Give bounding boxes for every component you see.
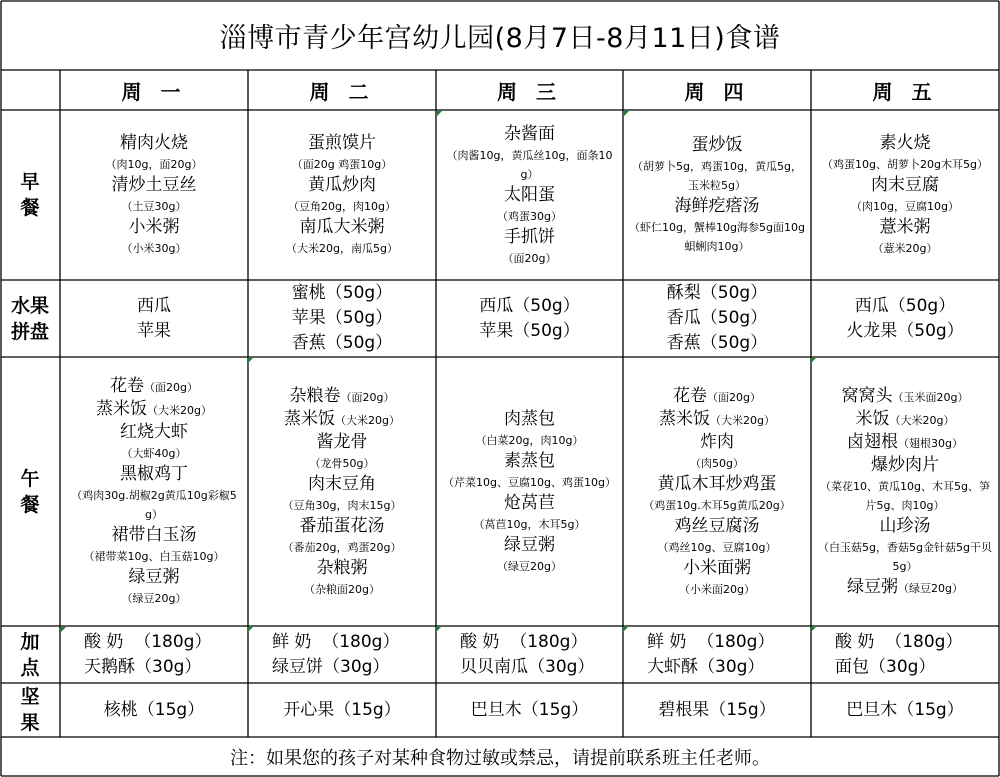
fruit-item: 酥梨（50g） <box>666 283 768 303</box>
fruit-item: 蜜桃（50g） <box>291 283 393 303</box>
nuts-cell <box>248 683 436 737</box>
nuts-cell <box>623 683 811 737</box>
day-header: 周 五 <box>872 79 938 104</box>
nuts-cell <box>436 683 623 737</box>
nuts-item: 巴旦木（15g） <box>470 699 589 720</box>
dish-name: 花卷 <box>110 376 144 396</box>
footer-note: 注：如果您的孩子对某种食物过敏或禁忌，请提前联系班主任老师。 <box>230 748 770 769</box>
fruit-item: 香蕉（50g） <box>291 333 393 353</box>
page-title: 淄博市青少年宫幼儿园(8月7日-8月11日)食谱 <box>219 22 781 54</box>
dish-portion: （鸡蛋10g、胡萝卜20g木耳5g） <box>822 158 988 171</box>
dish-portion: （薏米20g） <box>872 242 938 255</box>
dish-name: 南瓜大米粥 <box>299 217 385 237</box>
fruit-cell <box>60 280 248 357</box>
dish-name: 窝窝头 <box>841 385 893 406</box>
snack-item: 鲜 奶 （180g） <box>647 631 775 652</box>
dish-name: 红烧大虾 <box>120 422 188 442</box>
dish-portion: （面20g） <box>144 381 198 394</box>
row-label-nuts <box>0 683 60 737</box>
dish-portion: （肉50g） <box>690 456 744 470</box>
dish-line <box>847 431 963 454</box>
fruit-item: 香瓜（50g） <box>666 308 768 328</box>
snack-item: 酸 奶 （180g） <box>460 631 588 652</box>
dish-portion: （龙骨50g） <box>309 456 375 470</box>
row-label-text: 午 <box>20 467 40 490</box>
row-label-text: 水果 <box>10 294 49 317</box>
dish-line <box>842 385 969 408</box>
dish-line <box>673 385 761 408</box>
dish-portion: （豆角20g，肉10g） <box>288 200 396 213</box>
snack-item: 酸 奶 （180g） <box>835 631 963 652</box>
breakfast-cell <box>811 110 999 280</box>
dish-portion: （大米20g） <box>147 404 212 417</box>
dish-portion: （虾仁10g，蟹棒10g海参5g面10g蛽蜊肉10g） <box>629 221 805 253</box>
snack-cell <box>248 626 436 683</box>
row-label-text: 餐 <box>20 493 40 516</box>
dish-portion: （面20g） <box>707 390 761 404</box>
dish-portion: （肉10g，豆腐10g） <box>851 200 959 213</box>
lunch-cell <box>248 357 436 626</box>
row-label-text: 餐 <box>20 197 40 219</box>
fruit-cell <box>811 280 999 357</box>
snack-cell <box>60 626 248 683</box>
breakfast-cell <box>248 110 436 280</box>
dish-portion: （杂粮面20g） <box>304 582 380 596</box>
dish-line <box>96 398 212 421</box>
row-label-text: 果 <box>20 712 40 734</box>
row-label-snack <box>0 626 60 683</box>
day-header-cell <box>436 70 623 110</box>
snack-item: 天鹅酥（30g） <box>84 656 202 677</box>
dish-name: 绿豆粥 <box>504 534 555 555</box>
dish-portion: （大米20g） <box>889 413 955 427</box>
row-label-text: 点 <box>20 656 40 679</box>
snack-item: 酸 奶 （180g） <box>84 631 212 652</box>
fruit-item: 香蕉（50g） <box>666 333 768 353</box>
dish-line <box>284 408 400 431</box>
dish-name: 裙带白玉汤 <box>111 525 197 545</box>
dish-portion: （肉10g，面20g） <box>105 158 203 171</box>
fruit-item: 西瓜（50g） <box>854 295 956 316</box>
dish-name: 杂酱面 <box>504 123 555 144</box>
dish-portion: （面20g 鸡蛋10g） <box>291 158 393 171</box>
dish-portion: （大虾40g） <box>121 447 187 460</box>
day-header: 周 四 <box>684 79 750 104</box>
dish-name: 黄瓜木耳炒鸡蛋 <box>657 473 777 494</box>
dish-name: 绿豆粥 <box>847 576 898 597</box>
dish-name: 蛋炒饭 <box>691 135 743 155</box>
lunch-cell <box>60 357 248 626</box>
dish-name: 黄瓜炒肉 <box>308 175 376 195</box>
nuts-item: 碧根果（15g） <box>658 699 776 720</box>
dish-portion: （绿豆20g） <box>121 592 187 605</box>
row-label <box>20 169 39 221</box>
row-label-text: 早 <box>20 171 40 193</box>
dish-portion: （莴苣10g，木耳5g） <box>473 517 586 531</box>
dish-portion: （大米20g） <box>335 413 400 427</box>
dish-line <box>659 408 775 431</box>
snack-item: 绿豆饼（30g） <box>272 656 390 677</box>
dish-name: 素火烧 <box>879 133 931 153</box>
row-label-text: 拼盘 <box>10 320 49 343</box>
snack-cell <box>623 626 811 683</box>
dish-name: 海鲜疙瘩汤 <box>674 196 760 216</box>
day-header: 周 一 <box>121 79 187 104</box>
snack-item: 鲜 奶 （180g） <box>272 631 400 652</box>
dish-name: 酱龙骨 <box>316 431 368 452</box>
fruit-cell <box>248 280 436 357</box>
fruit-item: 西瓜（50g） <box>479 295 580 316</box>
dish-portion: （肉酱10g，黄瓜丝10g，面条10g） <box>446 148 613 181</box>
fruit-cell <box>623 280 811 357</box>
dish-name: 番茄蛋花汤 <box>299 515 385 536</box>
dish-portion: （玉米面20g） <box>892 390 969 404</box>
day-header-cell <box>60 70 248 110</box>
dish-portion: （绿豆20g） <box>497 559 562 573</box>
dish-name: 素蒸包 <box>504 450 555 471</box>
dish-portion: （大米20g，南瓜5g） <box>286 242 398 255</box>
dish-name: 精肉火烧 <box>120 133 188 153</box>
dish-portion: （胡萝卜5g，鸡蛋10g，黄瓜5g，玉米粒5g） <box>632 160 802 192</box>
row-label <box>11 293 49 345</box>
snack-item: 大虾酥（30g） <box>647 656 765 677</box>
dish-name: 黑椒鸡丁 <box>120 464 188 484</box>
dish-name: 蛋煎馍片 <box>308 133 376 153</box>
dish-name: 炝莴苣 <box>504 492 555 513</box>
dish-name: 太阳蛋 <box>504 184 555 205</box>
dish-name: 炸肉 <box>700 431 734 452</box>
dish-name: 蒸米饭 <box>284 408 335 429</box>
dish-name: 小米粥 <box>128 217 180 237</box>
fruit-item: 苹果（50g） <box>479 320 580 341</box>
dish-portion: （面20g） <box>502 251 557 265</box>
dish-portion: （豆角30g，肉末15g） <box>282 498 402 512</box>
snack-item: 面包（30g） <box>835 656 936 677</box>
fruit-item: 苹果（50g） <box>291 308 393 328</box>
row-label-text: 坚 <box>20 686 40 708</box>
nuts-item: 巴旦木（15g） <box>846 699 964 720</box>
dish-portion: （鸡丝10g、豆腐10g） <box>657 540 777 554</box>
nuts-item: 核桃（15g） <box>103 699 205 720</box>
dish-name: 绿豆粥 <box>128 567 180 587</box>
lunch-cell <box>811 357 999 626</box>
row-label-text: 加 <box>20 630 40 653</box>
dish-name: 薏米粥 <box>879 217 931 237</box>
fruit-item: 火龙果（50g） <box>846 320 964 341</box>
day-header: 周 二 <box>309 79 375 104</box>
day-header-cell <box>248 70 436 110</box>
dish-name: 杂粮粥 <box>316 557 368 578</box>
dish-name: 肉末豆角 <box>308 473 376 494</box>
dish-name: 清炒土豆丝 <box>111 175 197 195</box>
dish-name: 卤翅根 <box>847 431 898 452</box>
corner-cell <box>0 70 60 110</box>
dish-portion: （白玉菇5g，香菇5g金针菇5g干贝5g） <box>818 540 992 573</box>
breakfast-cell <box>436 110 623 280</box>
fruit-item: 西瓜 <box>137 295 171 316</box>
dish-portion: （鸡蛋30g） <box>497 209 562 223</box>
day-header-cell <box>623 70 811 110</box>
dish-portion: （翅根30g） <box>898 436 963 450</box>
dish-name: 蒸米饭 <box>659 408 710 429</box>
row-label-lunch <box>0 357 60 626</box>
lunch-cell <box>436 357 623 626</box>
dish-portion: （鸡肉30g.胡椒2g黄瓜10g彩椒5g） <box>71 489 237 521</box>
dish-line <box>847 576 963 599</box>
row-label-breakfast <box>0 110 60 280</box>
breakfast-cell <box>623 110 811 280</box>
nuts-item: 开心果（15g） <box>283 699 401 720</box>
snack-item: 贝贝南瓜（30g） <box>460 656 595 677</box>
snack-cell <box>436 626 623 683</box>
row-label <box>20 466 39 518</box>
dish-name: 蒸米饭 <box>96 399 147 419</box>
lunch-cell <box>623 357 811 626</box>
nuts-cell <box>60 683 248 737</box>
snack-cell <box>811 626 999 683</box>
dish-name: 肉末豆腐 <box>871 175 939 195</box>
dish-portion: （大米20g） <box>710 413 775 427</box>
row-label <box>20 629 39 681</box>
dish-name: 爆炒肉片 <box>871 454 939 475</box>
dish-name: 鸡丝豆腐汤 <box>674 515 760 536</box>
fruit-cell <box>436 280 623 357</box>
dish-name: 小米面粥 <box>683 557 751 578</box>
dish-name: 花卷 <box>673 385 707 406</box>
fruit-item: 苹果 <box>137 320 171 341</box>
dish-name: 山珍汤 <box>879 515 931 536</box>
breakfast-cell <box>60 110 248 280</box>
dish-portion: （芹菜10g、豆腐10g、鸡蛋10g） <box>443 475 616 489</box>
row-label-fruit <box>0 280 60 357</box>
dish-line <box>110 375 198 398</box>
dish-line <box>856 408 955 431</box>
row-label <box>20 684 39 736</box>
dish-name: 杂粮卷 <box>289 385 341 406</box>
nuts-cell <box>811 683 999 737</box>
dish-line <box>290 385 395 408</box>
day-header: 周 三 <box>497 79 562 104</box>
dish-portion: （菜花10、黄瓜10g、木耳5g、笋片5g、肉10g） <box>820 479 990 512</box>
dish-portion: （绿豆20g） <box>898 581 963 595</box>
dish-portion: （裙带菜10g、白玉菇10g） <box>83 550 225 563</box>
dish-portion: （鸡蛋10g.木耳5g黄瓜20g） <box>643 498 791 512</box>
dish-portion: （土豆30g） <box>121 200 187 213</box>
dish-portion: （面20g） <box>340 390 395 404</box>
dish-portion: （小米面20g） <box>679 582 755 596</box>
dish-portion: （白菜20g，肉10g） <box>475 433 584 447</box>
dish-name: 手抓饼 <box>504 226 555 247</box>
dish-name: 肉蒸包 <box>504 408 555 429</box>
day-header-cell <box>811 70 999 110</box>
dish-name: 米饭 <box>855 408 890 429</box>
dish-portion: （小米30g） <box>121 242 187 255</box>
dish-portion: （番茄20g，鸡蛋20g） <box>282 540 402 554</box>
